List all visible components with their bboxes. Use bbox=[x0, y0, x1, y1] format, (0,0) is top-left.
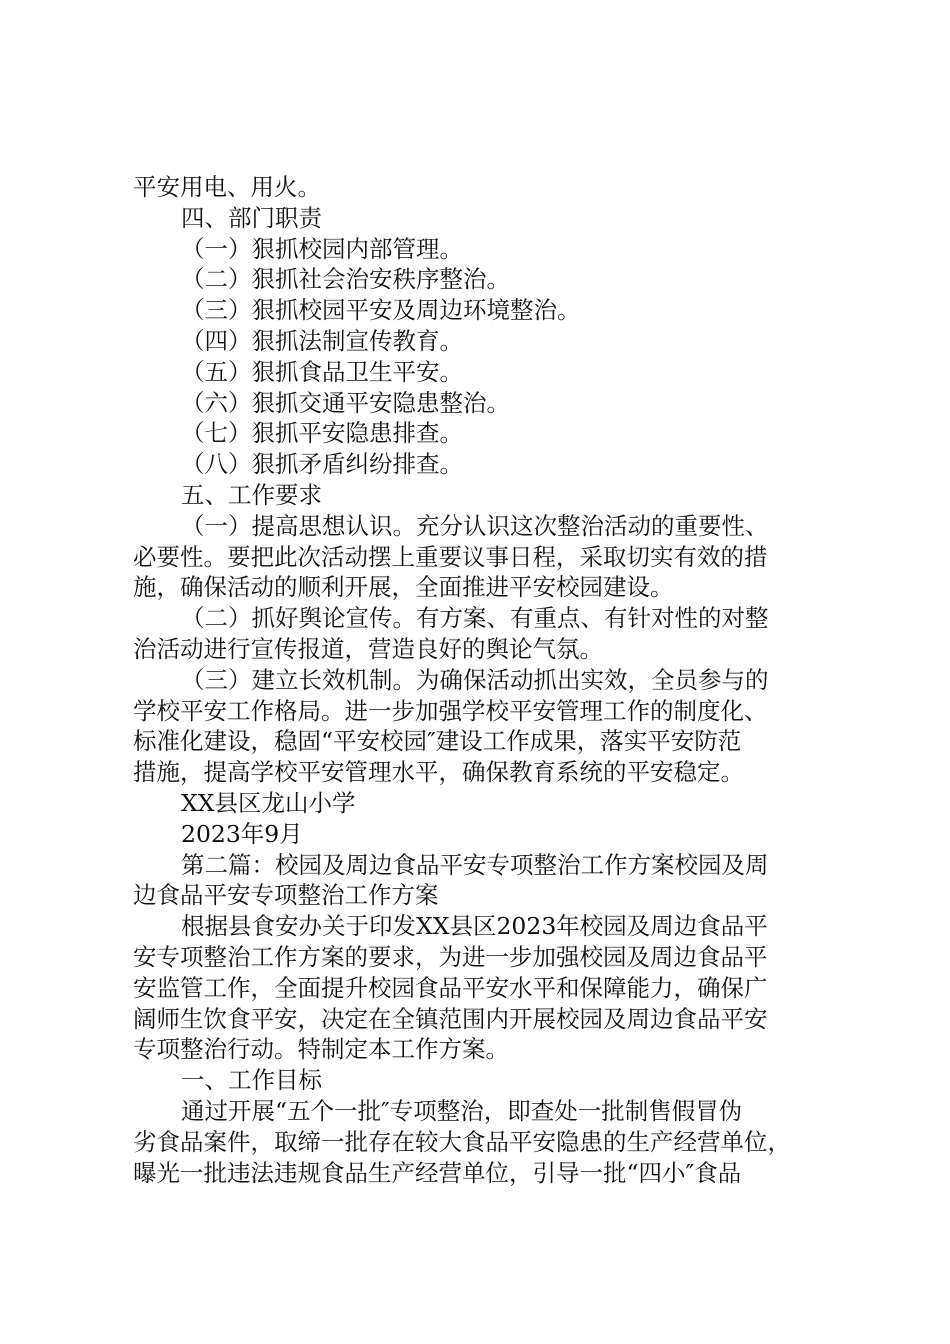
list-item: （二）狠抓社会治安秩序整治。 bbox=[181, 265, 510, 294]
text-line: 平安用电、用火。 bbox=[133, 173, 321, 201]
list-item: （一）狠抓校园内部管理。 bbox=[181, 234, 463, 263]
chapter-title: 边食品平安专项整治工作方案 bbox=[133, 881, 439, 910]
list-item: （六）狠抓交通平安隐患整治。 bbox=[181, 388, 510, 417]
text-line: 必要性。要把此次活动摆上重要议事日程，采取切实有效的措 bbox=[133, 542, 768, 571]
section-heading: 一、工作目标 bbox=[181, 1066, 322, 1095]
text-line: 根据县食安办关于印发XX县区2023年校园及周边食品平 bbox=[181, 912, 768, 941]
text-line: 安监管工作，全面提升校园食品平安水平和保障能力，确保广 bbox=[133, 973, 768, 1002]
list-item: （七）狠抓平安隐患排查。 bbox=[181, 419, 463, 448]
text-line: （一）提高思想认识。充分认识这次整治活动的重要性、 bbox=[181, 511, 769, 540]
signature-org: XX县区龙山小学 bbox=[181, 788, 356, 817]
text-line: 施，确保活动的顺利开展，全面推进平安校园建设。 bbox=[133, 573, 674, 602]
signature-date: 2023年9月 bbox=[181, 819, 303, 848]
text-line: 阔师生饮食平安，决定在全镇范围内开展校园及周边食品平安 bbox=[133, 1004, 768, 1033]
text-line: 劣食品案件，取缔一批存在较大食品平安隐患的生产经营单位， bbox=[133, 1127, 791, 1156]
text-line: 通过开展“五个一批″专项整治，即查处一批制售假冒伪 bbox=[181, 1096, 743, 1125]
text-line: 标准化建设，稳固“平安校园″建设工作成果，落实平安防范 bbox=[133, 727, 742, 756]
list-item: （五）狠抓食品卫生平安。 bbox=[181, 357, 463, 386]
section-heading: 四、部门职责 bbox=[181, 203, 322, 232]
chapter-title: 第二篇：校园及周边食品平安专项整治工作方案校园及周 bbox=[181, 850, 769, 879]
list-item: （三）狠抓校园平安及周边环境整治。 bbox=[181, 296, 581, 325]
text-line: 专项整治行动。特制定本工作方案。 bbox=[133, 1035, 509, 1064]
text-line: 安专项整治工作方案的要求，为进一步加强校园及周边食品平 bbox=[133, 942, 768, 971]
text-line: （二）抓好舆论宣传。有方案、有重点、有针对性的对整 bbox=[181, 604, 769, 633]
text-line: 曝光一批违法违规食品生产经营单位，引导一批“四小″食品 bbox=[133, 1158, 742, 1187]
section-heading: 五、工作要求 bbox=[181, 480, 322, 509]
text-line: （三）建立长效机制。为确保活动抓出实效，全员参与的 bbox=[181, 665, 769, 694]
text-line: 措施，提高学校平安管理水平，确保教育系统的平安稳定。 bbox=[133, 758, 744, 787]
document-body bbox=[133, 172, 823, 1188]
list-item: （四）狠抓法制宣传教育。 bbox=[181, 326, 463, 355]
text-line: 治活动进行宣传报道，营造良好的舆论气氛。 bbox=[133, 634, 603, 663]
text-line: 学校平安工作格局。进一步加强学校平安管理工作的制度化、 bbox=[133, 696, 768, 725]
list-item: （八）狠抓矛盾纠纷排查。 bbox=[181, 450, 463, 479]
